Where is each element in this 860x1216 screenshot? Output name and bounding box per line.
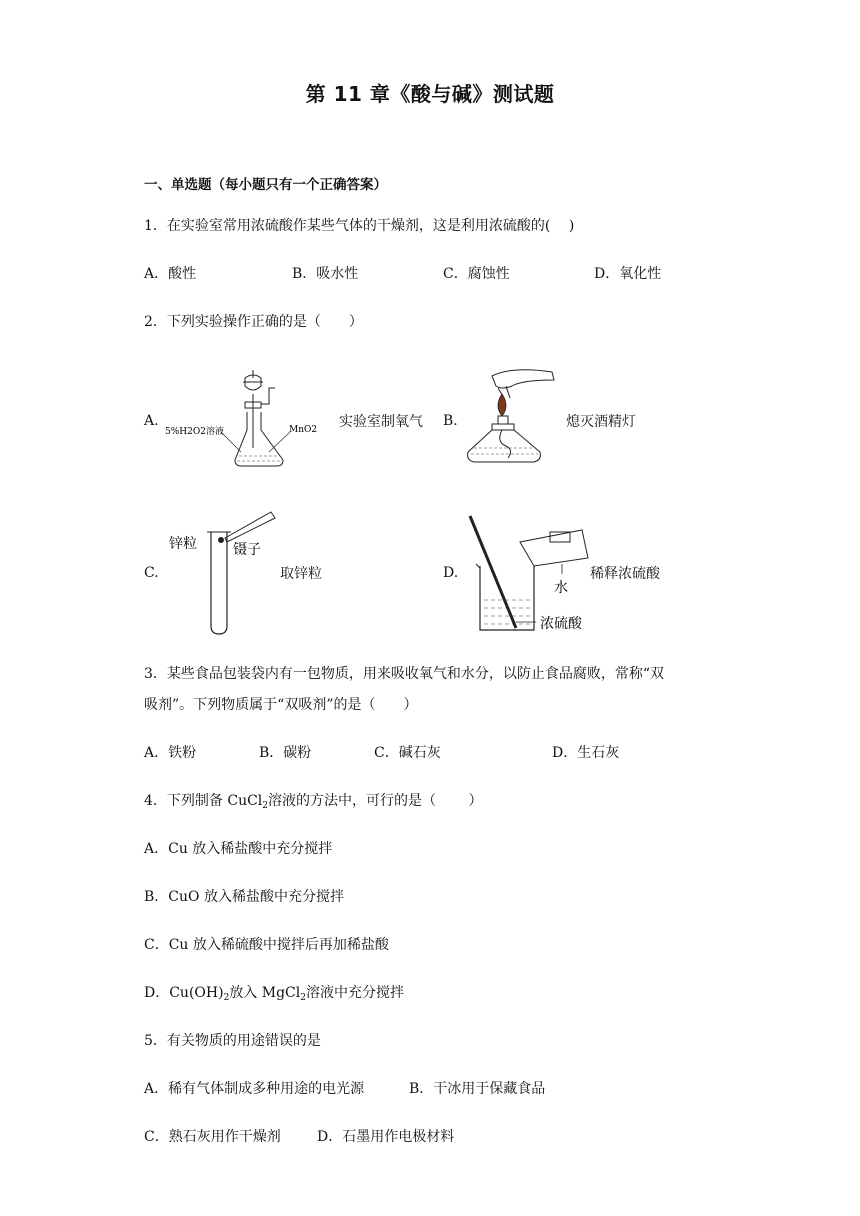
question-3-stem-line1: 3．某些食品包装袋内有一包物质，用来吸收氧气和水分，以防止食品腐败，常称“双 <box>144 666 665 682</box>
question-1-stem: 1．在实验室常用浓硫酸作某些气体的干燥剂，这是利用浓硫酸的( ) <box>144 218 575 234</box>
alcohol-lamp-figure <box>462 364 558 474</box>
zinc-tube-figure <box>165 506 277 638</box>
question-3-option-c: C．碱石灰 <box>374 745 441 761</box>
question-2-option-d-caption: 稀释浓硫酸 <box>590 566 660 582</box>
question-4-option-c: C．Cu 放入稀硫酸中搅拌后再加稀盐酸 <box>144 937 389 953</box>
question-4-option-a: A．Cu 放入稀盐酸中充分搅拌 <box>144 841 333 857</box>
question-5-option-a: A．稀有气体制成多种用途的电光源 <box>144 1081 365 1097</box>
question-4-option-b: B．CuO 放入稀盐酸中充分搅拌 <box>144 889 344 905</box>
question-2-option-d-letter: D. <box>443 565 459 581</box>
question-1-option-b: B．吸水性 <box>292 266 359 282</box>
question-2-option-a-letter: A. <box>144 413 159 429</box>
section-heading: 一、单选题（每小题只有一个正确答案） <box>144 177 387 193</box>
oxygen-generation-figure <box>165 368 335 474</box>
question-1-option-c: C．腐蚀性 <box>443 266 510 282</box>
mno2-label: MnO2 <box>289 425 318 435</box>
question-2-stem: 2．下列实验操作正确的是（ ） <box>144 314 363 330</box>
question-5-option-d: D．石墨用作电极材料 <box>317 1129 455 1145</box>
question-3-option-b: B．碳粉 <box>259 745 312 761</box>
acid-label: 浓硫酸 <box>540 616 582 632</box>
question-5-option-c: C．熟石灰用作干燥剂 <box>144 1129 281 1145</box>
question-3-stem-line2: 吸剂”。下列物质属于“双吸剂”的是（ ） <box>144 697 418 713</box>
question-2-option-c-caption: 取锌粒 <box>280 566 322 582</box>
question-4-stem: 4．下列制备 CuCl$_2$溶液的方法中，可行的是（ ） <box>144 793 483 811</box>
question-2-option-b-letter: B. <box>443 413 458 429</box>
tweezers-label: 镊子 <box>233 542 261 558</box>
question-5-stem: 5．有关物质的用途错误的是 <box>144 1033 321 1049</box>
question-1-option-a: A．酸性 <box>144 266 197 282</box>
question-1-option-d: D．氧化性 <box>594 266 662 282</box>
question-3-option-a: A．铁粉 <box>144 745 197 761</box>
zinc-label: 锌粒 <box>169 536 197 552</box>
question-2-option-a-caption: 实验室制氧气 <box>339 414 423 430</box>
water-label: 水 <box>554 580 568 596</box>
dilution-figure <box>464 512 594 636</box>
question-2-option-b-caption: 熄灭酒精灯 <box>566 414 636 430</box>
question-2-option-c-letter: C. <box>144 565 159 581</box>
question-4-option-d: D．$Cu(OH)_2$放入 MgCl$_2$溶液中充分搅拌 <box>144 985 404 1003</box>
question-3-option-d: D．生石灰 <box>552 745 620 761</box>
h2o2-label: 5%H2O2溶液 <box>165 427 224 437</box>
question-5-option-b: B．干冰用于保藏食品 <box>409 1081 546 1097</box>
page-title: 第 11 章《酸与碱》测试题 <box>305 82 555 106</box>
